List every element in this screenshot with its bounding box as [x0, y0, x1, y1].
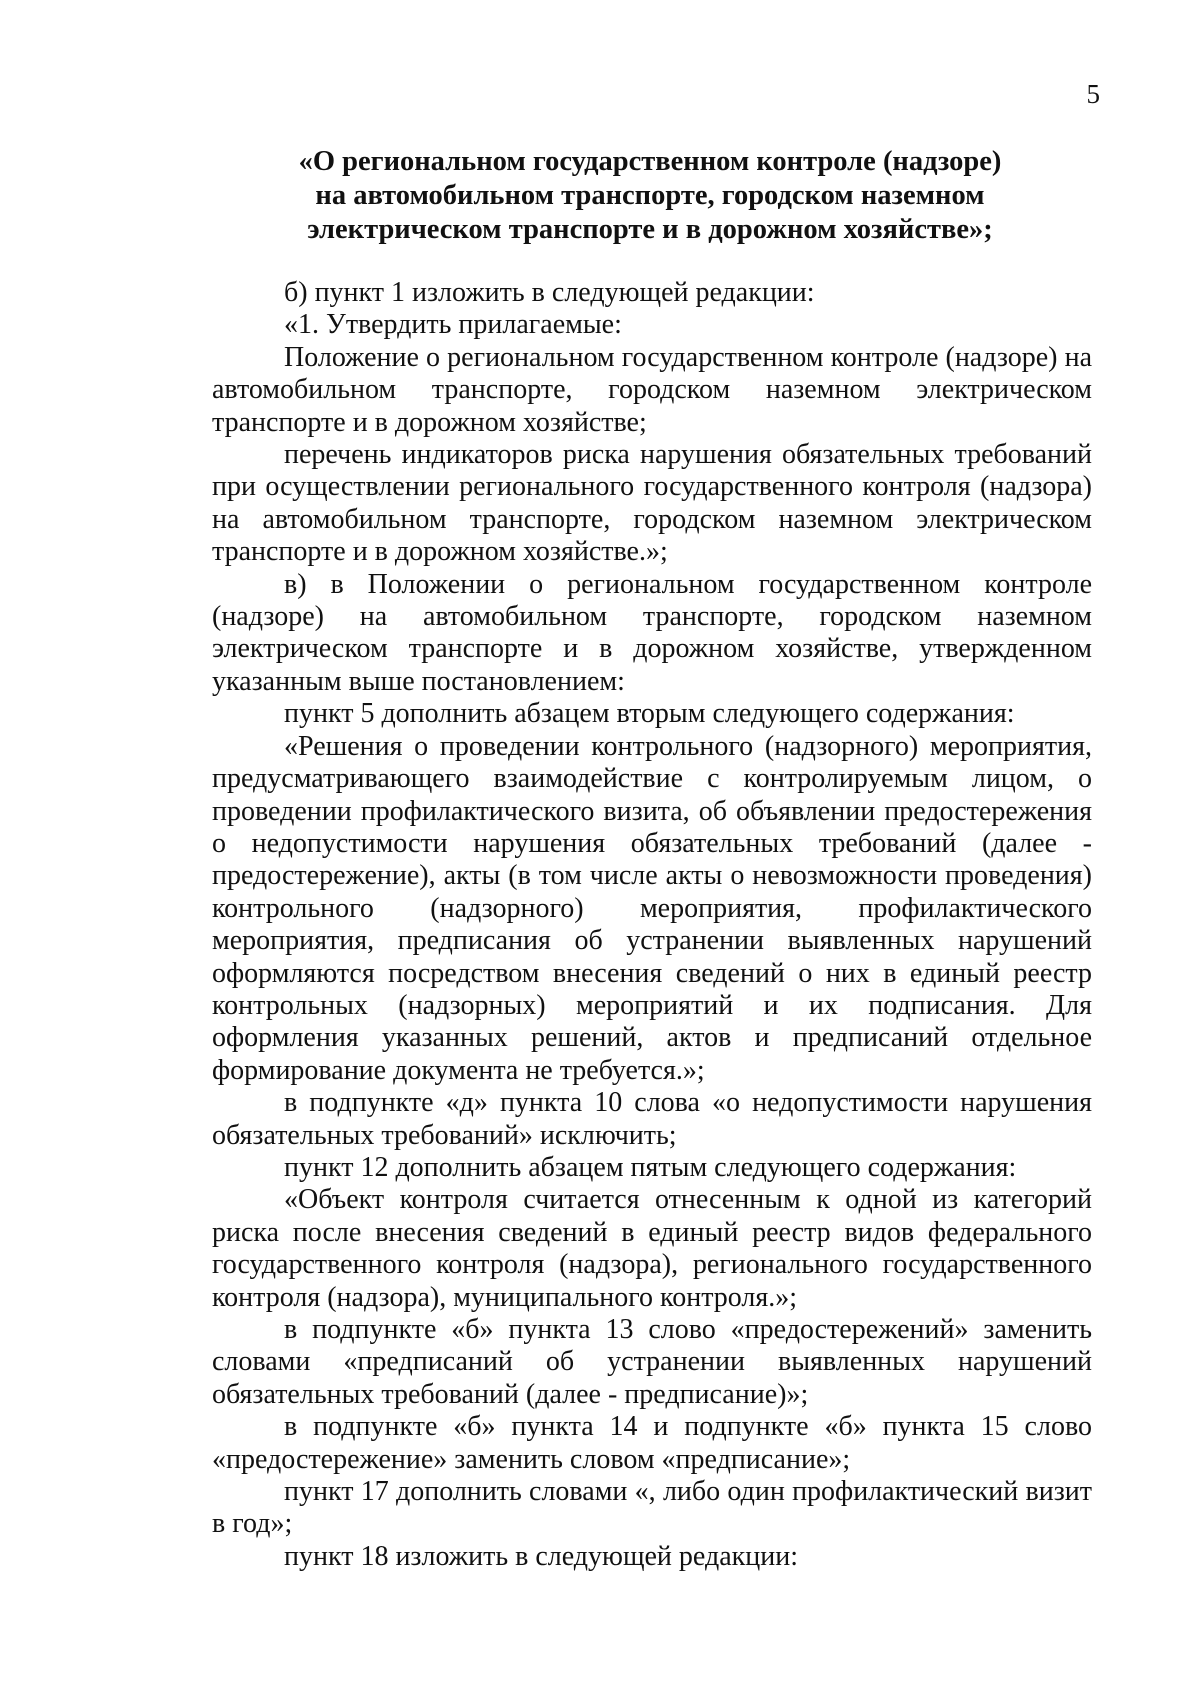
document-title: [200, 145, 1100, 247]
paragraph-item-b: б) пункт 1 изложить в следующей редакции:: [284, 277, 815, 308]
paragraph-item-v: в) в Положении о региональном государственном контроле (надзоре) на автомобильном транспорте, городском наземном электрическом транспорте и в дорожном хозяйстве, утвержденном указанным выше постановлением:: [212, 568, 1092, 697]
document-body: [212, 277, 1092, 1573]
paragraph-point-13: в подпункте «б» пункта 13 слово «предостережений» заменить словами «предписаний об устранении выявленных нарушений обязательных требований (далее - предписание)»;: [212, 1314, 1092, 1410]
title-line-3: электрическом транспорте и в дорожном хозяйстве»;: [307, 214, 993, 245]
page-number: 5: [1086, 79, 1100, 109]
paragraph-risk-indicators: перечень индикаторов риска нарушения обязательных требований при осуществлении регионального государственного контроля (надзора) на автомобильном транспорте, городском наземном электрическом транспорте и в дорожном хозяйстве.»;: [212, 439, 1092, 568]
paragraph-regulation: Положение о региональном государственном контроле (надзоре) на автомобильном транспорте, городском наземном электрическом транспорте и в дорожном хозяйстве;: [212, 341, 1092, 438]
paragraph-control-object: «Объект контроля считается отнесенным к одной из категорий риска после внесения сведений в единый реестр видов федерального государственного контроля (надзора), регионального государственного контроля (надзора), муниципального контроля.»;: [212, 1184, 1092, 1313]
title-line-2: на автомобильном транспорте, городском наземном: [315, 180, 985, 211]
paragraph-decisions: «Решения о проведении контрольного (надзорного) мероприятия, предусматривающего взаимодействие с контролируемым лицом, о проведении профилактического визита, об объявлении предостережения о недопустимости нарушения обязательных требований (далее - предостережение), акты (в том числе акты о невозможности проведения) контрольного (надзорного) мероприятия, профилактического мероприятия, предписания об устранении выявленных нарушений оформляются посредством внесения сведений о них в единый реестр контрольных (надзорных) мероприятий и их подписания. Для оформления указанных решений, актов и предписаний отдельное формирование документа не требуется.»;: [212, 730, 1092, 1086]
paragraph-points-14-15: в подпункте «б» пункта 14 и подпункте «б» пункта 15 слово «предостережение» заменить словом «предписание»;: [212, 1411, 1092, 1475]
title-line-1: «О региональном государственном контроле (надзоре): [298, 146, 1002, 177]
paragraph-point-18: пункт 18 изложить в следующей редакции:: [284, 1540, 798, 1572]
paragraph-approve: «1. Утвердить прилагаемые:: [284, 309, 622, 341]
paragraph-point-5: пункт 5 дополнить абзацем вторым следующего содержания:: [284, 698, 1015, 730]
paragraph-point-12: пункт 12 дополнить абзацем пятым следующего содержания:: [284, 1151, 1017, 1183]
paragraph-point-10: в подпункте «д» пункта 10 слова «о недопустимости нарушения обязательных требований» исключить;: [212, 1087, 1092, 1151]
paragraph-point-17: пункт 17 дополнить словами «, либо один профилактический визит в год»;: [212, 1476, 1092, 1540]
